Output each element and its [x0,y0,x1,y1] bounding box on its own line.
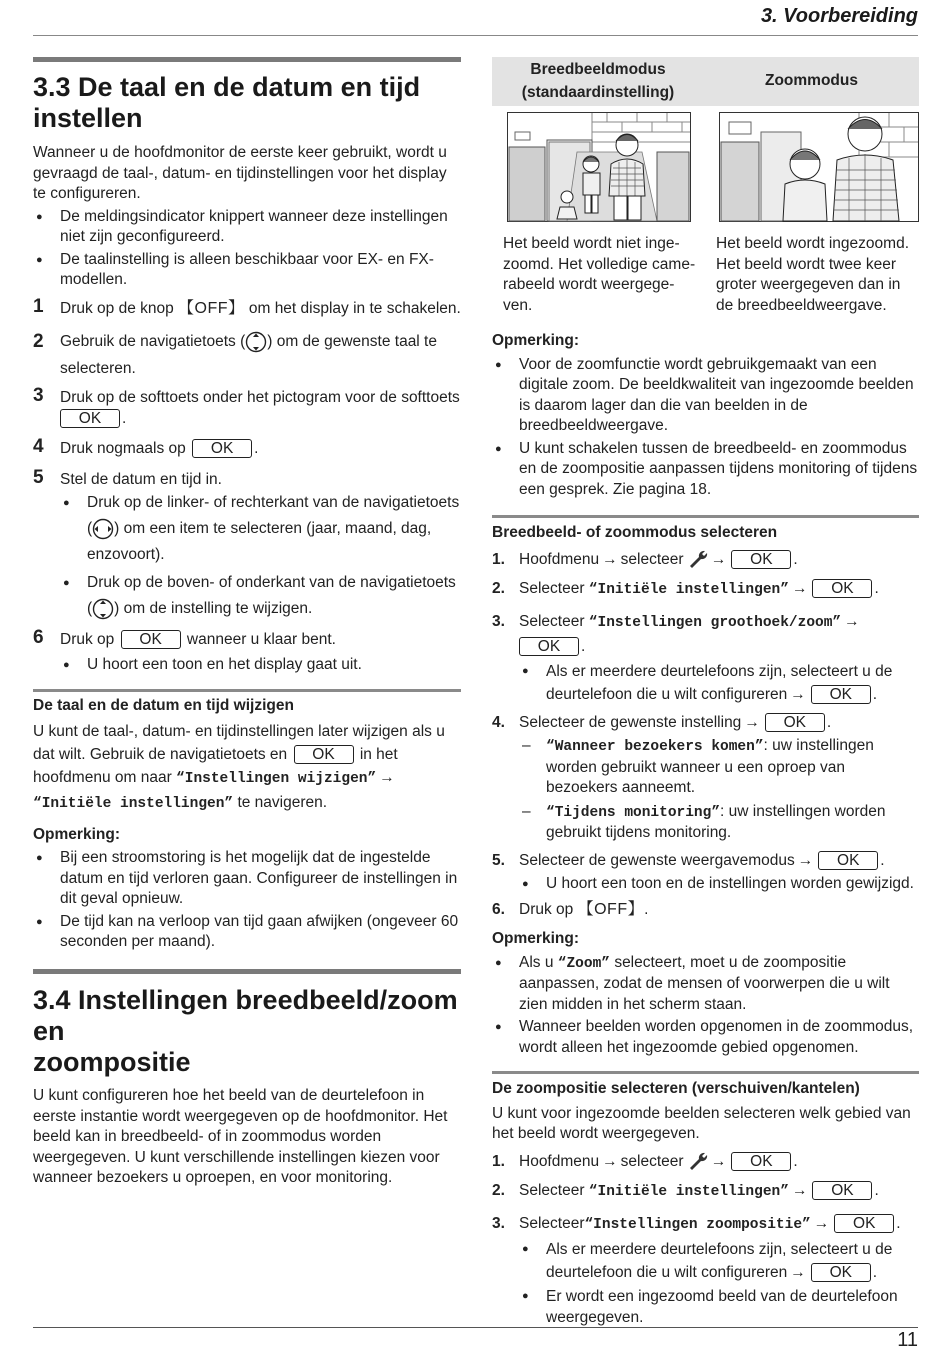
bullet-item: ● U hoort een toon en de instellingen worden gewijzigd. [519,874,919,895]
ok-softkey-icon: OK [731,1152,791,1171]
divider [33,689,461,692]
step-1: 1. Hoofdmenu → selecteer → OK . [492,1152,798,1170]
bullet-item: ● De taalinstelling is alleen beschikbaar voor EX- en FX-modellen. [33,250,461,291]
chapter-header: 3. Voorbereiding [760,5,918,27]
wrench-icon [688,1152,708,1170]
ok-softkey-icon: OK [192,439,252,458]
section-title-3-3: 3.3 De taal en de datum en tijd instellen [33,72,421,133]
wrench-icon [688,550,708,568]
step-6: 6 Druk op OK wanneer u klaar bent. ● U hoort een toon en het display gaat uit. [33,630,461,675]
navigation-key-updown-icon [92,597,114,621]
note-item: ● Als u “Zoom” selecteert, moet u de zoompositie aanpassen, zodat de mensen of voorwerpen die u wilt zien midden in het scherm staan. [492,953,919,1016]
note-item: ● De tijd kan na verloop van tijd gaan afwijken (ongeveer 60 seconden per maand). [33,912,461,953]
header-rule [33,35,918,36]
note-heading: Opmerking: [492,332,579,349]
wide-mode-illustration [507,112,691,222]
zoom-mode-illustration [719,112,919,222]
ok-softkey-icon: OK [818,851,878,870]
divider [492,1071,919,1074]
bullet-item: ● Als er meerdere deurtelefoons zijn, selecteert u de deurtelefoon die u wilt configureren → OK . [519,660,919,706]
off-key: 【OFF】 [577,900,645,918]
zoom-mode-description: Het beeld wordt ingezoomd. Het beeld wordt twee keer groter weergegeven dan in de breedbeeldweergave. [716,235,910,314]
note-heading: Opmerking: [33,825,120,843]
ok-softkey-icon: OK [811,685,871,704]
divider [492,515,919,518]
section-3-4 [33,969,461,1189]
right-column [492,331,919,1328]
bullet-item: ● De meldingsindicator knippert wanneer deze instellingen niet zijn geconfigureerd. [33,207,461,248]
bullet-item: ● Druk op de linker- of rechterkant van de navigatietoets ( ) om een item te selecteren (jaar, maand, dag, enzovoort). [60,490,461,568]
left-column [33,57,461,953]
step-4: 4 Druk nogmaals op OK . [33,436,259,458]
option-item: – “Wanneer bezoekers komen”: uw instellingen worden gebruikt wanneer u een oproep van bezoekers aanneemt. [519,736,919,799]
note-item: ● Bij een stroomstoring is het mogelijk dat de ingestelde datum en tijd verloren gaan. Configureer de instellingen in dit geval opnieuw. [33,848,461,910]
ok-softkey-icon: OK [121,630,181,649]
step-5: 5 Stel de datum en tijd in. ● Druk op de linker- of rechterkant van de navigatietoets ( ) om een item te selecteren (jaar, maand, dag, enzovoort). ● Druk op de boven- of onderkant van de navigatietoets ( ) om de instelling te wijzigen. [33,470,461,623]
step-3: 3 Druk op de softtoets onder het pictogram voor de softtoets OK . [33,385,460,427]
step-4: 4. Selecteer de gewenste instelling → OK . – “Wanneer bezoekers komen”: uw instellingen worden gebruikt wanneer u een oproep van bezoekers aanneemt. – “Tijdens monitoring”: uw instellingen worden gebruikt tijdens monitoring. [492,713,919,844]
step-3: 3. Selecteer“Instellingen zoompositie” → OK . ● Als er meerdere deurtelefoons zijn, selecteert u de deurtelefoon die u wilt configureren → OK . ● Er wordt een ingezoomd beeld van de deurtelefoon weergegeven. [492,1212,919,1328]
step-5: 5. Selecteer de gewenste weergavemodus → OK . ● U hoort een toon en de instellingen worden gewijzigd. [492,851,919,895]
wide-mode-description: Het beeld wordt niet inge-zoomd. Het volledige came-rabeeld wordt weergege-ven. [503,235,696,314]
note-item: ● Wanneer beelden worden opgenomen in de zoommodus, wordt alleen het ingezoomde gebied opgenomen. [492,1017,919,1058]
step-1: 1 Druk op de knop 【OFF】 om het display in te schakelen. [33,295,461,317]
note-item: ● U kunt schakelen tussen de breedbeeld- en zoommodus en de zoompositie aanpassen tijdens monitoring of tijdens een gesprek. Zie pagina 18. [492,439,919,501]
ok-softkey-icon: OK [519,637,579,656]
bullet-item: ● U hoort een toon en het display gaat uit. [60,655,461,676]
ok-softkey-icon: OK [812,1181,872,1200]
bullet-item: ● Druk op de boven- of onderkant van de navigatietoets ( ) om de instelling te wijzigen. [60,570,461,622]
option-item: – “Tijdens monitoring”: uw instellingen worden gebruikt tijdens monitoring. [519,802,919,844]
step-1: 1. Hoofdmenu → selecteer → OK . [492,550,798,568]
subheading-change: De taal en de datum en tijd wijzigen [33,697,294,714]
step-2: 2 Gebruik de navigatietoets ( ) om de gewenste taal te selecteren. [33,331,437,377]
intro-paragraph: U kunt configureren hoe het beeld van de deurtelefoon in eerste instantie wordt weergegeven op de hoofdmonitor. Het beeld kan in breedbeeld- of in zoommodus worden weergegeven. U kunt verschillende instellingen kiezen voor wanneer bezoekers u oproepen, en voor monitoring. [33,1087,448,1186]
navigation-key-leftright-icon [92,517,114,541]
step-2: 2. Selecteer “Initiële instellingen” → OK . [492,580,879,598]
zoom-position-intro: U kunt voor ingezoomde beelden selecteren welk gebied van het beeld wordt weergegeven. [492,1104,911,1142]
mode-table-header: Breedbeeldmodus (standaardinstelling) Zoommodus [492,57,919,106]
ok-softkey-icon: OK [731,550,791,569]
ok-softkey-icon: OK [60,409,120,428]
ok-softkey-icon: OK [834,1214,894,1233]
note-item: ● Voor de zoomfunctie wordt gebruikgemaakt van een digitale zoom. De beeldkwaliteit van ingezoomde beelden is daarom lager dan die van beelden in de breedbeeldweergave. [492,355,919,437]
section-title-3-4: 3.4 Instellingen breedbeeld/zoom en zoompositie [33,985,458,1077]
navigation-key-icon [245,330,267,354]
subheading-zoom-position: De zoompositie selecteren (verschuiven/kantelen) [492,1080,860,1097]
section-rule-3-4 [33,969,461,974]
step-2: 2. Selecteer “Initiële instellingen” → OK . [492,1182,879,1200]
ok-softkey-icon: OK [812,579,872,598]
step-6: 6. Druk op 【OFF】. [492,900,649,918]
page-number: 11 [897,1329,918,1351]
section-rule-3-3 [33,57,461,62]
ok-softkey-icon: OK [294,745,354,764]
ok-softkey-icon: OK [765,713,825,732]
bullet-item: ● Als er meerdere deurtelefoons zijn, selecteert u de deurtelefoon die u wilt configureren → OK . [519,1238,919,1284]
change-paragraph: U kunt de taal-, datum- en tijdinstellingen later wijzigen als u dat wilt. Gebruik de navigatietoets en OK in het hoofdmenu om naar “Instellingen wijzigen” → “Initiële instellingen” te navigeren. [33,722,445,812]
step-3: 3. Selecteer “Instellingen groothoek/zoom” → OK . ● Als er meerdere deurtelefoons zijn, selecteert u de deurtelefoon die u wilt configureren → OK . [492,610,919,706]
ok-softkey-icon: OK [811,1263,871,1282]
subheading-select-mode: Breedbeeld- of zoommodus selecteren [492,524,778,541]
note-heading: Opmerking: [492,930,579,947]
off-key: 【OFF】 [178,299,245,317]
intro-paragraph: Wanneer u de hoofdmonitor de eerste keer gebruikt, wordt u gevraagd de taal-, datum- en tijdinstellingen voor het display te configureren. [33,144,447,202]
bullet-item: ● Er wordt een ingezoomd beeld van de deurtelefoon weergegeven. [519,1286,919,1328]
